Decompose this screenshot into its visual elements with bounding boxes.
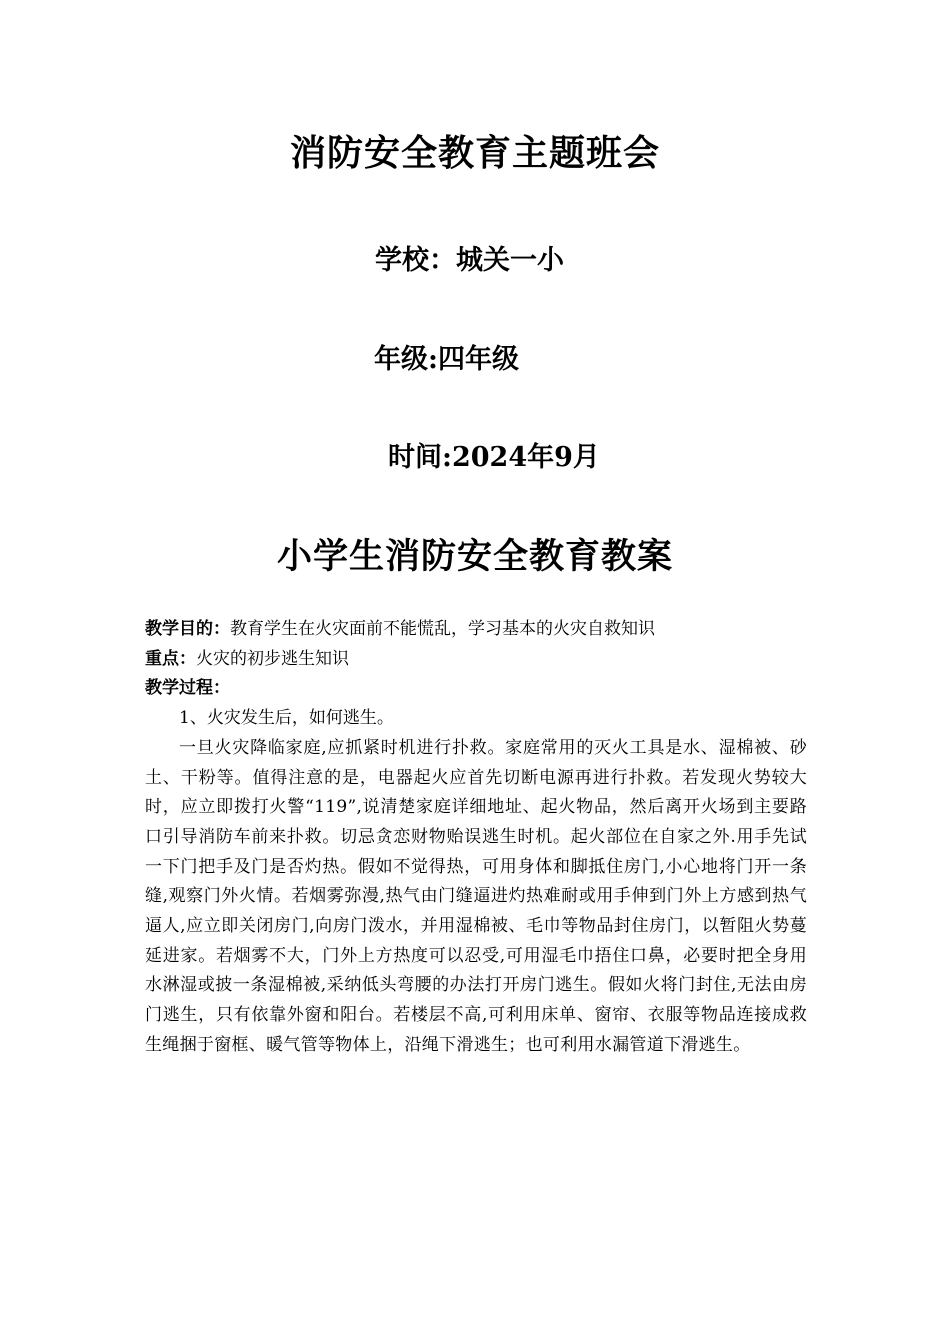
focus-label: 重点： — [145, 648, 196, 669]
objective-text: 教育学生在火灾面前不能慌乱，学习基本的火灾自救知识 — [230, 619, 655, 639]
objective-line — [145, 615, 807, 645]
time-line: 时间:2024年9月 — [388, 442, 600, 473]
objective-label: 教学目的： — [145, 619, 230, 639]
process-label: 教学过程： — [145, 678, 230, 699]
focus-text: 火灾的初步逃生知识 — [196, 648, 349, 669]
step-1-heading: 1、火灾发生后，如何逃生。 — [179, 708, 394, 729]
escape-paragraph: 一旦火灾降临家庭,应抓紧时机进行扑救。家庭常用的灭火工具是水、湿棉被、砂土、干粉等。值得注意的是，电器起火应首先切断电源再进行扑救。若发现火势较大时，应立即拨打火警“119”,说清楚家庭详细地址、起火物品，然后离开火场到主要路口引导消防车前来扑救。切忌贪恋财物贻误逃生时机。起火部位在自家之外.用手先试一下门把手及门是否灼热。假如不觉得热，可用身体和脚抵住房门,小心地将门开一条缝,观察门外火情。若烟雾弥漫,热气由门缝逼进灼热难耐或用手伸到门外上方感到热气逼人,应立即关闭房门,向房门泼水，并用湿棉被、毛巾等物品封住房门，以暂阻火势蔓延进家。若烟雾不大，门外上方热度可以忍受,可用湿毛巾捂住口鼻，必要时把全身用水淋湿或披一条湿棉被,采纳低头弯腰的办法打开房门逃生。假如火将门封住,无法由房门逃生，只有依靠外窗和阳台。若楼层不高,可利用床单、窗帘、衣服等物品连接成救生绳捆于窗框、暖气管等物体上，沿绳下滑逃生；也可利用水漏管道下滑逃生。 — [145, 737, 807, 1055]
school-line: 学校：城关一小 — [375, 245, 564, 276]
document-title: 消防安全教育主题班会 — [289, 132, 660, 174]
grade-line: 年级:四年级 — [374, 344, 519, 375]
lesson-plan-title: 小学生消防安全教育教案 — [276, 536, 673, 577]
lesson-body — [145, 615, 807, 1061]
focus-line — [145, 645, 807, 675]
